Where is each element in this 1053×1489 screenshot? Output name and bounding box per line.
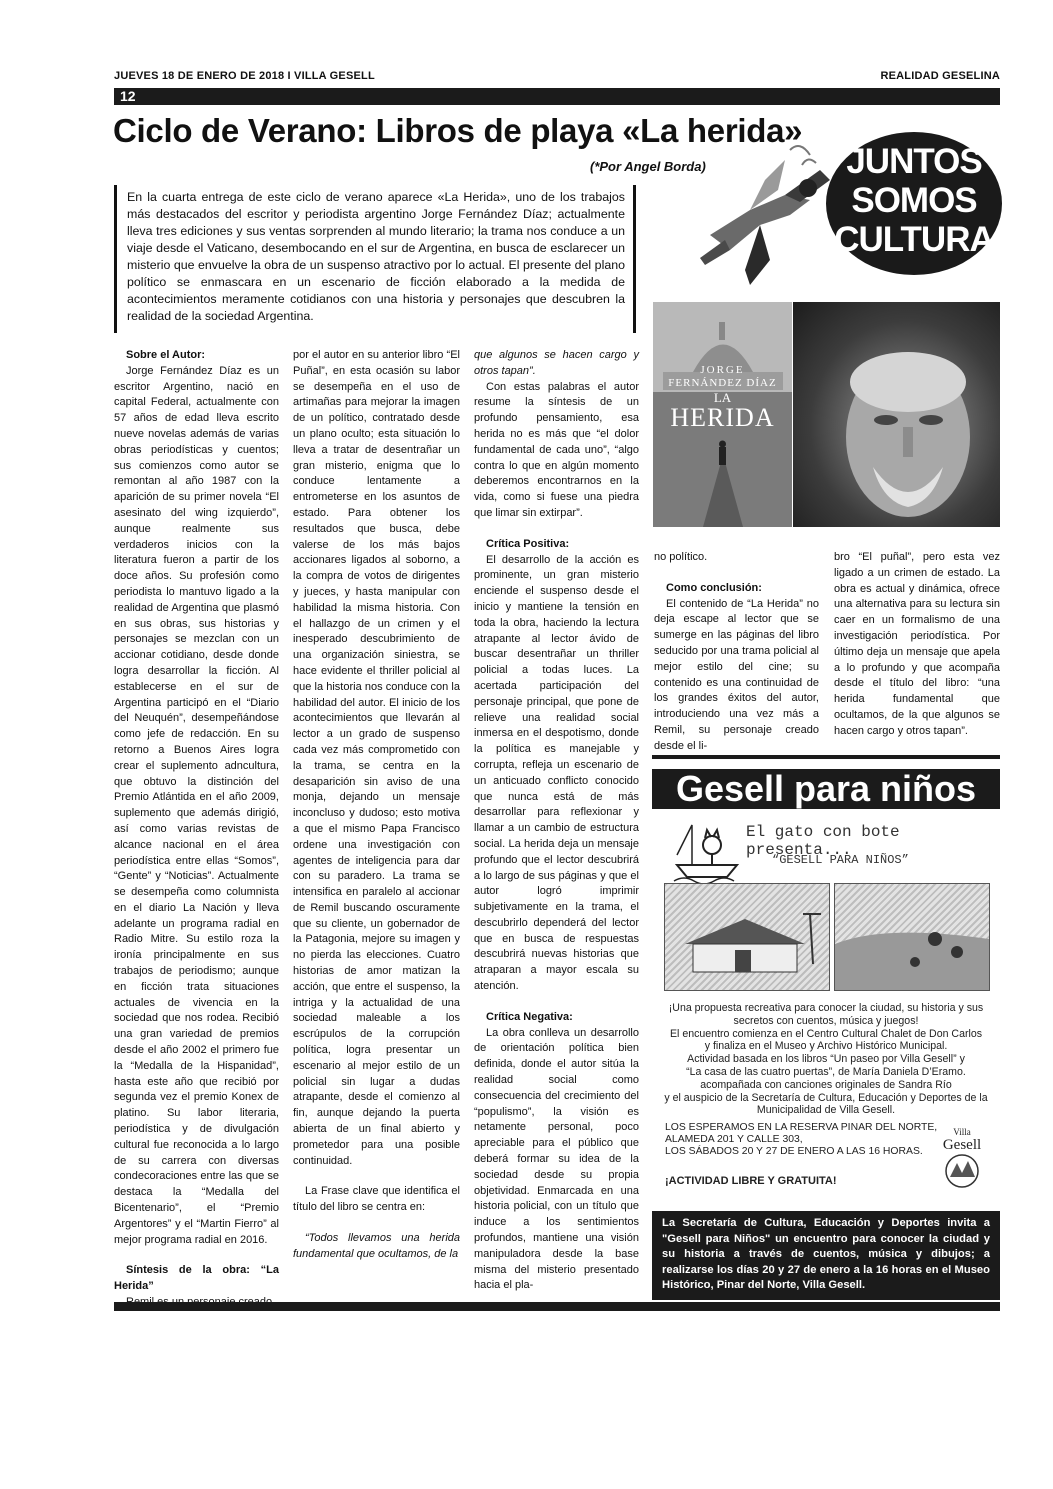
ad-info-line: secretos con cuentos, música y juegos! — [733, 1014, 919, 1027]
article-lead: En la cuarta entrega de este ciclo de verano aparece «La Herida», uno de los trabajos más destacados del escritor y periodista argentino Jorge Fernández Díaz; actualmente lleva tres ediciones y sus ventas sorprenden al mundo literario; la trama nos conduce a un viaje desde el Vaticano, desembocando en el sur de Argentina, en busca de esclarecer un misterio que envuelve la obra de un suspenso atractivo por lo actual. El presente del plano político se enmascara en un escenario de ficción elaborado a la medida de acontecimientos meramente cotidianos con una historia y personajes que descubren la realidad de la sociedad Argentina. — [114, 185, 636, 333]
section-divider — [652, 755, 1000, 759]
quote: “Todos llevamos una herida fundamental que ocultamos, de la — [293, 1232, 460, 1260]
book-author-first: JORGE — [700, 364, 745, 376]
ad-info-block — [658, 1002, 994, 1117]
paragraph: por el autor en su anterior libro “El Puñal”, en esta ocasión su labor se desempeña en el uso de artimañas para mejorar la imagen de un político, contratado desde un plano oculto; esta situación lo lleva a tratar de desentrañar un gran misterio, enigma que lo conduce lentamente a entrometerse en los asuntos de estado. Para obtener los resultados que busca, debe valerse de los más bajos accionares ligados al soborno, a la compra de votos de dirigentes y jueces, y hasta manipular con habilidad la misma historia. Con el hallazgo de un crimen y el inesperado descubrimiento de una organización siniestra, se hace evidente el thriller policial al que la historia nos conduce con la habilidad del autor. El inicio de los acontecimientos que llevarán al lector a un grado de suspenso cada vez más comprometido con la trama, se centra en la desaparición sin aviso de una monja, dejando un mensaje inconcluso y dudoso; esto motiva a que el mismo Papa Francisco ordene una investigación con agentes de inteligencia para dar con su paradero. La trama se intensifica en paralelo al accionar de Remil buscando oscuramente que su cliente, un gobernador de la Patagonia, mejore su imagen y no pierda las elecciones. Cuatro historias de amor matizan la acción, que entre el suspenso, la intriga y la actualidad de una sociedad maleable a los escrúpulos de la corrupción política, logra presentar un escenario al mejor estilo de un policial sin lugar a dudas atrapante, desde el comienzo al fin, aunque dejando la puerta abierta de un final abierto y prometedor para una posible continuidad. — [293, 349, 460, 1167]
author-photo — [793, 302, 1000, 527]
header-section: REALIDAD GESELINA — [880, 70, 1000, 82]
article-byline: (*Por Angel Borda) — [590, 159, 706, 174]
ad-info-line: acompañada con canciones originales de Sandra Río — [700, 1078, 952, 1091]
article-title: Ciclo de Verano: Libros de playa «La herida» — [113, 112, 803, 149]
book-title-herida: HERIDA — [670, 403, 775, 432]
villa-gesell-logo — [940, 1127, 984, 1199]
ad-info-line: “La casa de las cuatro puertas”, de María Daniela D’Eramo. — [686, 1065, 966, 1078]
ad-info-line: El encuentro comienza en el Centro Cultural Chalet de Don Carlos — [669, 1027, 983, 1040]
gesell-para-ninos-heading: Gesell para niños — [652, 769, 1000, 809]
article-column-4 — [654, 550, 819, 755]
sketch-house-drawing — [664, 883, 830, 991]
book-title-la: LA — [713, 390, 732, 405]
author-portrait — [793, 302, 1000, 527]
page-bottom-bar — [114, 1302, 1000, 1311]
ad-when-line: LOS SÁBADOS 20 Y 27 DE ENERO A LAS 16 HORAS. — [665, 1145, 923, 1157]
subheading: Crítica Positiva: — [486, 537, 570, 550]
logo-villa: Villa — [953, 1127, 971, 1137]
page-number-bar — [114, 88, 1000, 105]
book-cover-image — [653, 302, 792, 527]
quote: que algunos se hacen cargo y otros tapan”. — [474, 349, 639, 377]
article-column-1 — [114, 348, 279, 1311]
ad-info-line: ¡Una propuesta recreativa para conocer la ciudad, su historia y sus — [668, 1002, 984, 1014]
badge-line: CULTURA — [834, 220, 994, 259]
ad-when-line: ALAMEDA 201 Y CALLE 303, — [665, 1133, 803, 1145]
paragraph: La obra conlleva un desarrollo de orientación política bien definida, donde el autor sitúa la realidad social como consecuencia del crecimiento del “populismo”, la visión es netamente personal, poco apreciable para el público que deberá formar su idea de la sociedad desde su propia objetividad. Enmarcada en una historia policial, con un título que induce a los sentimientos profundos, mantiene una visión manipuladora desde la base misma del misterio presentado hacia el pla- — [474, 1026, 639, 1292]
badge-line: JUNTOS — [846, 142, 982, 181]
ad-info-line: Actividad basada en los libros “Un paseo por Villa Gesell” y — [687, 1053, 965, 1066]
subheading: Síntesis de la obra: “La Herida” — [114, 1264, 279, 1293]
gesell-para-ninos-ad — [652, 809, 1000, 1209]
header-date-place: JUEVES 18 DE ENERO DE 2018 I VILLA GESELL — [114, 70, 375, 82]
badge-line: SOMOS — [851, 181, 977, 220]
article-column-5 — [834, 550, 1000, 740]
ad-subtitle: “GESELL PARA NIÑOS” — [772, 853, 909, 867]
ad-when-line: LOS ESPERAMOS EN LA RESERVA PINAR DEL NORTE, — [665, 1122, 938, 1133]
subheading: Crítica Negativa: — [486, 1010, 573, 1023]
ad-when-block — [665, 1122, 937, 1157]
paragraph: Jorge Fernández Díaz es un escritor Argentino, nació en capital Federal, actualmente con 57 años de edad lleva escrito nueve novelas además de varias obras periodísticas y cuentos; sus comienzos como autor se remontan al año 1987 con la aparición de su primer novela “El asesinato del wing izquierdo”, aunque realmente sus verdaderos inicios con la literatura fueron a partir de los doce años. Su profesión como periodista lo mantuvo ligado a la realidad de Argentina que plasmó en sus obras, sus historias y personajes se mezclan con un accionar cotidiano, desde donde logra desarrollar la ficción. Al establecerse en el sur de Argentina participó en el “Diario del Neuquén”, desempeñándose como jefe de redacción. En su retorno a Buenos Aires logra crear el suplemento adncultura, que obtuvo la distinción del Premio Atlántida en el año 2009, suplemento que además dirigió, así como varias revistas de alcance nacional en el área periodística entre ellas “Somos”, “Gente” y “Noticias”. Actualmente se desempeña como columnista en el diario La Nación y lleva adelante un programa radial en Radio Mitre. Su estilo roza la ironía principalmente en sus trabajos de periodismo; aunque en ficción trata situaciones actuales de vivencia en la sociedad que nos rodea. Recibió una gran variedad de premios desde el año 2002 el primero fue la “Medalla de la Hispanidad”, hasta este año que recibió por segunda vez el premio Konex de platino. Su labor literaria, periodística y de divulgación cultural fue reconocida a lo largo de su carrera con diversas condecoraciones entre las que se destaca la “Medalla del Bicentenario”, el “Premio Argentores” y el “Martin Fierro” al mejor programa radial en 2016. — [114, 364, 279, 1246]
paragraph: La Frase clave que identifica el título del libro se centra en: — [293, 1185, 460, 1214]
ad-title: El gato con bote presenta... — [746, 823, 900, 859]
article-column-3 — [474, 348, 639, 1294]
paragraph: bro “El puñal”, pero esta vez ligado a un crimen de estado. La obra es actual y dinámica, ofrece una alternativa para su lectura sin caer en un formalismo de una investigación periodística. Por último deja un mensaje que apela a lo profundo y que acompaña desde el título del libro: “una herida fundamental que ocultamos, de la que algunos se hacen cargo y otros tapan”. — [834, 551, 1000, 737]
sketch-forest-drawing — [834, 883, 990, 991]
article-column-2 — [293, 348, 460, 1263]
page-number: 12 — [120, 88, 136, 104]
ad-free-activity: ¡ACTIVIDAD LIBRE Y GRATUITA! — [665, 1175, 837, 1187]
subheading: Como conclusión: — [666, 581, 762, 594]
paragraph: no político. — [654, 551, 708, 563]
dancer-illustration — [690, 140, 840, 290]
paragraph: El contenido de “La Herida” no deja escape al lector que se sumerge en las páginas del libro seducido por una trama policial al mejor estilo del cine; su contenido es una continuidad de los grandes éxitos del autor, introduciendo una vez más a Remil, su personaje creado desde el li- — [654, 597, 819, 752]
juntos-somos-cultura-badge — [826, 132, 1002, 275]
paragraph: El desarrollo de la acción es prominente, un gran misterio enciende el suspenso desde el inicio y mantiene la tensión en toda la obra, haciendo la lectura atrapante al lector ávido de buscar desentrañar un thriller policial a todas luces. La acertada participación del personaje principal, que pone de relieve una realidad social inmersa en el despotismo, donde la política es manejable y corrupta, refleja un escenario de un anticuado conflicto conocido que nunca está de más desarrollar para reflexionar y llamar a un cambio de estructura social. La herida deja un mensaje profundo que el lector descubrirá a lo largo de sus páginas y que el autor logró imprimir subjetivamente en la trama, el descubrirlo dependerá del lector que en busca de respuestas descubrirá nuevas historias que atraparan a mayor escala su atención. — [474, 553, 639, 993]
cat-in-boat-icon — [672, 815, 742, 885]
ad-info-line: y finaliza en el Museo y Archivo Histórico Municipal. — [704, 1040, 948, 1053]
logo-emblem-icon — [942, 1153, 982, 1189]
logo-gesell: Gesell — [942, 1137, 982, 1153]
house-sketch — [665, 884, 829, 990]
subheading: Sobre el Autor: — [126, 349, 206, 361]
ad-info-line: y el auspicio de la Secretaría de Cultura, Educación y Deportes de la — [664, 1091, 988, 1104]
gesell-invitation-box: La Secretaría de Cultura, Educación y Deportes invita a "Gesell para Niños" un encuentro para conocer la ciudad y su historia a través de cuentos, música y dibujos; a realizarse los días 20 y 27 de enero a la 16 horas en el Museo Histórico, Pinar del Norte, Villa Gesell. — [652, 1211, 1000, 1300]
paragraph: Con estas palabras el autor resume la síntesis de un profundo pensamiento, esa herida no es más que “el dolor fundamental de cada uno”, “algo contra lo que en algún momento deberemos encontrarnos en la vida, como si fuese una piedra que limar sin extirpar”. — [474, 380, 639, 519]
book-author-last: FERNÁNDEZ DÍAZ — [668, 377, 777, 389]
forest-sketch — [835, 884, 989, 990]
ad-info-line: Municipalidad de Villa Gesell. — [756, 1104, 896, 1117]
